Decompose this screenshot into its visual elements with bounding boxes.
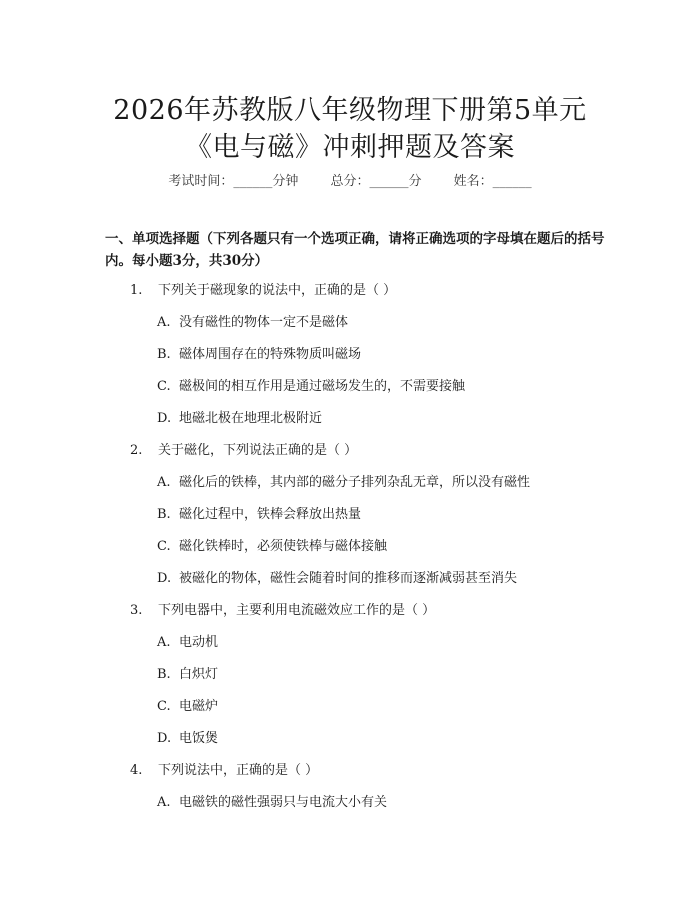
option-text: 磁化铁棒时，必须使铁棒与磁体接触 (179, 539, 388, 554)
option-letter: A. (157, 475, 171, 490)
question-3-option-d (157, 730, 218, 748)
option-text: 磁化后的铁棒，其内部的磁分子排列杂乱无章，所以没有磁性 (179, 475, 531, 490)
question-3-option-a (157, 634, 218, 652)
option-letter: D. (157, 731, 172, 746)
option-text: 电饭煲 (179, 731, 219, 746)
option-letter: A. (157, 315, 171, 330)
total-score-field: 总分：______分 (330, 174, 422, 189)
option-letter: C. (157, 379, 171, 394)
question-4-option-a (157, 794, 387, 812)
question-2-option-d (157, 570, 517, 588)
question-2-option-a (157, 474, 530, 492)
option-text: 电磁铁的磁性强弱只与电流大小有关 (179, 795, 388, 810)
option-text: 没有磁性的物体一定不是磁体 (179, 315, 349, 330)
option-letter: D. (157, 411, 172, 426)
option-text: 磁体周围存在的特殊物质叫磁场 (179, 347, 362, 362)
exam-meta (0, 170, 700, 189)
option-text: 地磁北极在地理北极附近 (179, 411, 323, 426)
option-letter: B. (157, 507, 171, 522)
question-1-option-a (157, 314, 348, 332)
question-3-option-c (157, 698, 218, 716)
question-number: 1. (130, 283, 143, 298)
option-letter: B. (157, 347, 171, 362)
exam-time-field: 考试时间：______分钟 (168, 174, 299, 189)
option-text: 磁极间的相互作用是通过磁场发生的，不需要接触 (179, 379, 466, 394)
question-1-option-b (157, 346, 361, 364)
option-letter: D. (157, 571, 172, 586)
question-4 (130, 762, 318, 780)
option-letter: C. (157, 539, 171, 554)
question-2-option-c (157, 538, 387, 556)
question-1-option-d (157, 410, 322, 428)
option-letter: A. (157, 795, 171, 810)
question-stem: 下列电器中，主要利用电流磁效应工作的是（ ） (158, 603, 436, 618)
document-title: 2026年苏教版八年级物理下册第5单元《电与磁》冲刺押题及答案 (113, 95, 587, 163)
option-text: 白炽灯 (179, 667, 219, 682)
question-3 (130, 602, 435, 620)
section-heading: 一、单项选择题（下列各题只有一个选项正确，请将正确选项的字母填在题后的括号内。每小题3分，共30分） (105, 231, 605, 269)
option-letter: B. (157, 667, 171, 682)
option-text: 被磁化的物体，磁性会随着时间的推移而逐渐减弱甚至消失 (179, 571, 518, 586)
question-stem: 下列关于磁现象的说法中，正确的是（ ） (158, 283, 397, 298)
question-number: 4. (130, 763, 143, 778)
name-field: 姓名：______ (453, 174, 532, 189)
question-2-option-b (157, 506, 361, 524)
question-stem: 关于磁化，下列说法正确的是（ ） (158, 443, 358, 458)
question-1-option-c (157, 378, 465, 396)
option-text: 电动机 (179, 635, 219, 650)
question-stem: 下列说法中，正确的是（ ） (158, 763, 319, 778)
question-2 (130, 442, 357, 460)
question-3-option-b (157, 666, 218, 684)
question-number: 2. (130, 443, 143, 458)
option-letter: A. (157, 635, 171, 650)
question-1 (130, 282, 396, 300)
question-number: 3. (130, 603, 143, 618)
option-letter: C. (157, 699, 171, 714)
option-text: 磁化过程中，铁棒会释放出热量 (179, 507, 362, 522)
option-text: 电磁炉 (179, 699, 219, 714)
